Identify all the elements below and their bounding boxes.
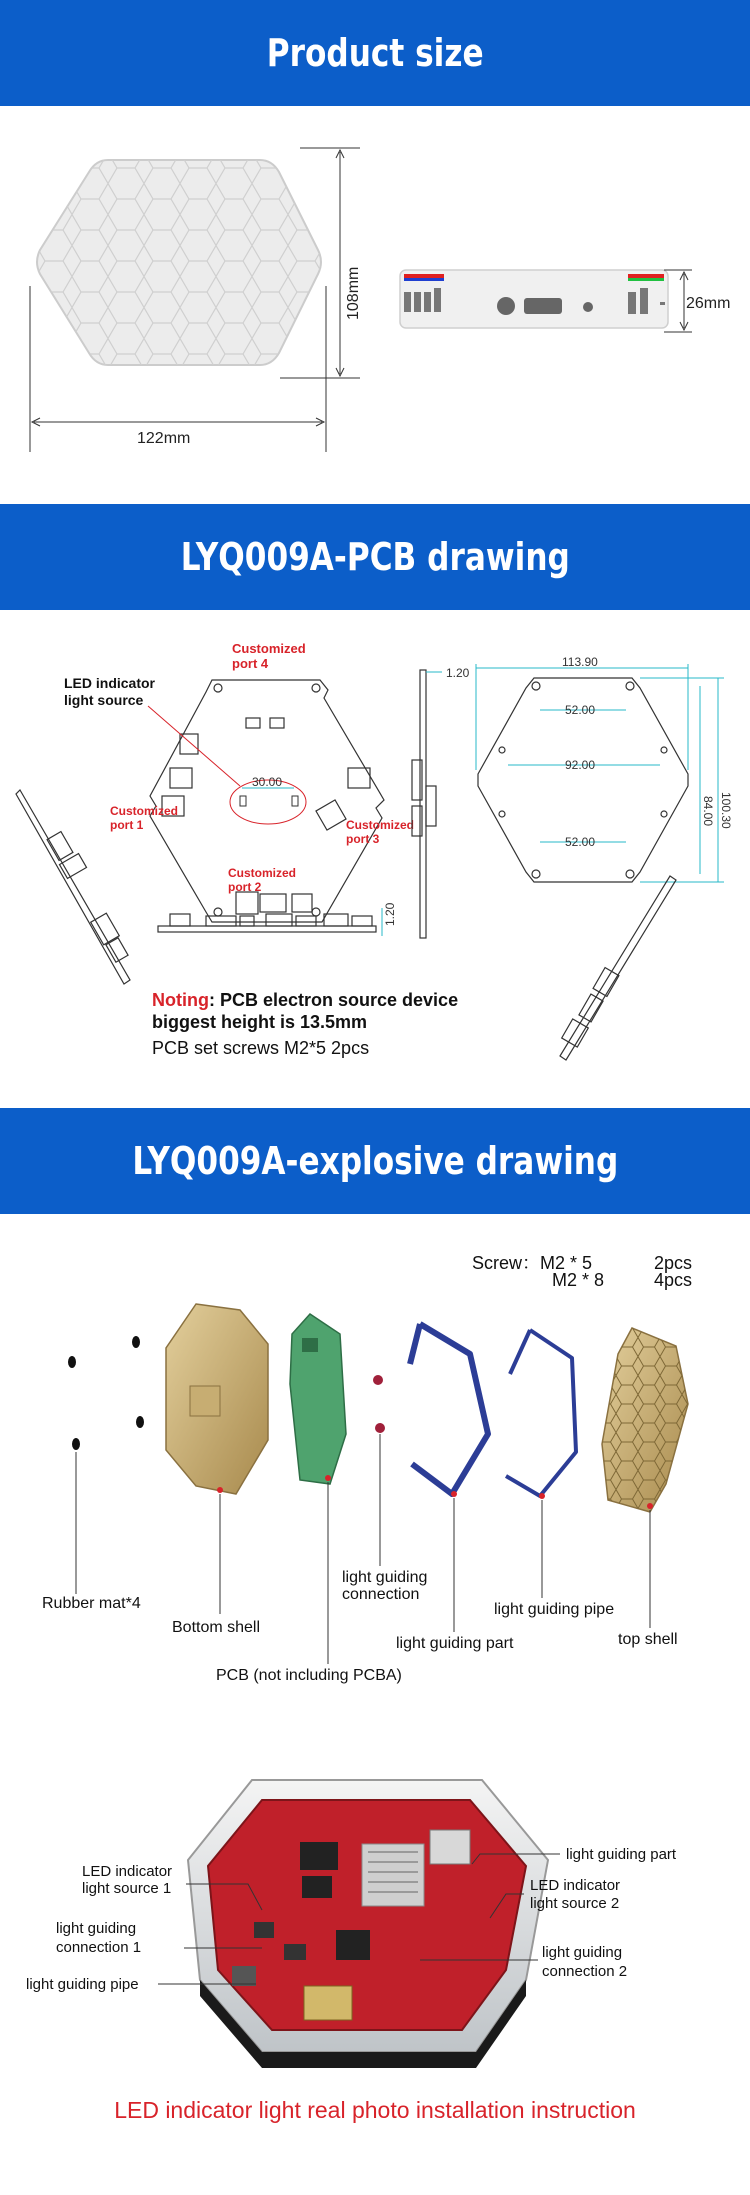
dim-100-30: 100.30 (719, 792, 733, 829)
light-guiding-connection (373, 1375, 385, 1433)
bottom-shell (166, 1304, 268, 1494)
noting-line-1 (152, 990, 458, 1010)
led-indicator-label-2: light source (64, 692, 144, 708)
led-photo-illustration (0, 1734, 750, 2195)
photo-caption: LED indicator light real photo installation instruction (114, 2097, 636, 2123)
dim-52-bottom: 52.00 (565, 835, 596, 849)
rubber-mats (68, 1336, 144, 1450)
screw-line-1: Screw：M2 * 5 (472, 1253, 593, 1273)
port2-label-2: port 2 (228, 880, 262, 894)
led1-label-1: LED indicator (82, 1863, 173, 1880)
port4-label-2: port 4 (232, 656, 269, 671)
port3-label-1: Customized (346, 818, 415, 832)
device-side-view (400, 270, 668, 328)
dim-92: 92.00 (565, 758, 596, 772)
port4-label-1: Customized (232, 641, 306, 656)
device-photo (188, 1780, 548, 2068)
lgc2-label-2: connection 2 (542, 1963, 628, 1980)
height-label: 108mm (345, 266, 362, 320)
dim-52-top: 52.00 (565, 703, 596, 717)
noting-label: Noting (152, 990, 209, 1010)
pcb-side-view-right (560, 876, 676, 1060)
lgc1-label-1: light guiding (56, 1920, 137, 1937)
screw-qty-1: 2pcs (654, 1253, 693, 1273)
screw-line-2: M2 * 8 (552, 1270, 605, 1290)
light-guiding-pipe (506, 1330, 576, 1496)
lg-part-photo-label: light guiding part (566, 1846, 677, 1863)
bottom-shell-label: Bottom shell (172, 1619, 261, 1636)
dim-113-90: 113.90 (562, 655, 598, 669)
lg-connection-label-1: light guiding (342, 1569, 428, 1586)
pcb-outline-front (150, 680, 384, 922)
width-label: 122mm (137, 430, 191, 447)
screw-qty-2: 4pcs (654, 1270, 693, 1290)
lg-pipe-label: light guiding pipe (494, 1601, 615, 1618)
port1-label-2: port 1 (110, 818, 144, 832)
noting-text-1: : PCB electron source device (208, 990, 459, 1010)
top-shell (602, 1328, 688, 1512)
rubber-mat-label: Rubber mat*4 (42, 1595, 141, 1612)
pcb-side-view-vertical (412, 670, 436, 938)
noting-line-3: PCB set screws M2*5 2pcs (152, 1038, 370, 1058)
pcb-board (290, 1314, 346, 1484)
banner-product-size (0, 0, 750, 106)
dim-84: 84.00 (701, 796, 715, 827)
banner-explosive-drawing (0, 1108, 750, 1214)
explosive-drawing-diagram (0, 1214, 750, 1734)
dim-1-20-bottom: 1.20 (383, 902, 397, 926)
lg-pipe-photo-label: light guiding pipe (26, 1976, 139, 1993)
device-top-view (37, 160, 321, 365)
led1-label-2: light source 1 (82, 1880, 172, 1897)
section-title: LYQ009A-PCB drawing (180, 535, 570, 579)
thickness-label: 26mm (686, 295, 731, 312)
noting-line-2: biggest height is 13.5mm (152, 1012, 368, 1032)
led2-label-2: light source 2 (530, 1895, 620, 1912)
led-indicator-label-1: LED indicator (64, 675, 156, 691)
lgc2-label-1: light guiding (542, 1944, 623, 1961)
pcb-drawing-diagram (0, 610, 750, 1108)
pcb-label: PCB (not including PCBA) (216, 1667, 402, 1684)
port3-label-2: port 3 (346, 832, 380, 846)
led2-label-1: LED indicator (530, 1877, 621, 1894)
dim-30: 30.00 (252, 775, 283, 789)
light-guiding-part (410, 1324, 488, 1494)
port2-label-1: Customized (228, 866, 297, 880)
port1-label-1: Customized (110, 804, 179, 818)
top-shell-label: top shell (618, 1631, 678, 1648)
lgc1-label-2: connection 1 (56, 1939, 142, 1956)
banner-pcb-drawing (0, 504, 750, 610)
section-title: Product size (266, 31, 484, 75)
section-title: LYQ009A-explosive drawing (132, 1139, 618, 1183)
lg-part-label: light guiding part (396, 1635, 514, 1652)
dim-1-20-top: 1.20 (446, 666, 470, 680)
lg-connection-label-2: connection (342, 1586, 420, 1603)
product-size-diagram (0, 106, 750, 504)
pcb-side-view-horizontal (158, 914, 376, 932)
